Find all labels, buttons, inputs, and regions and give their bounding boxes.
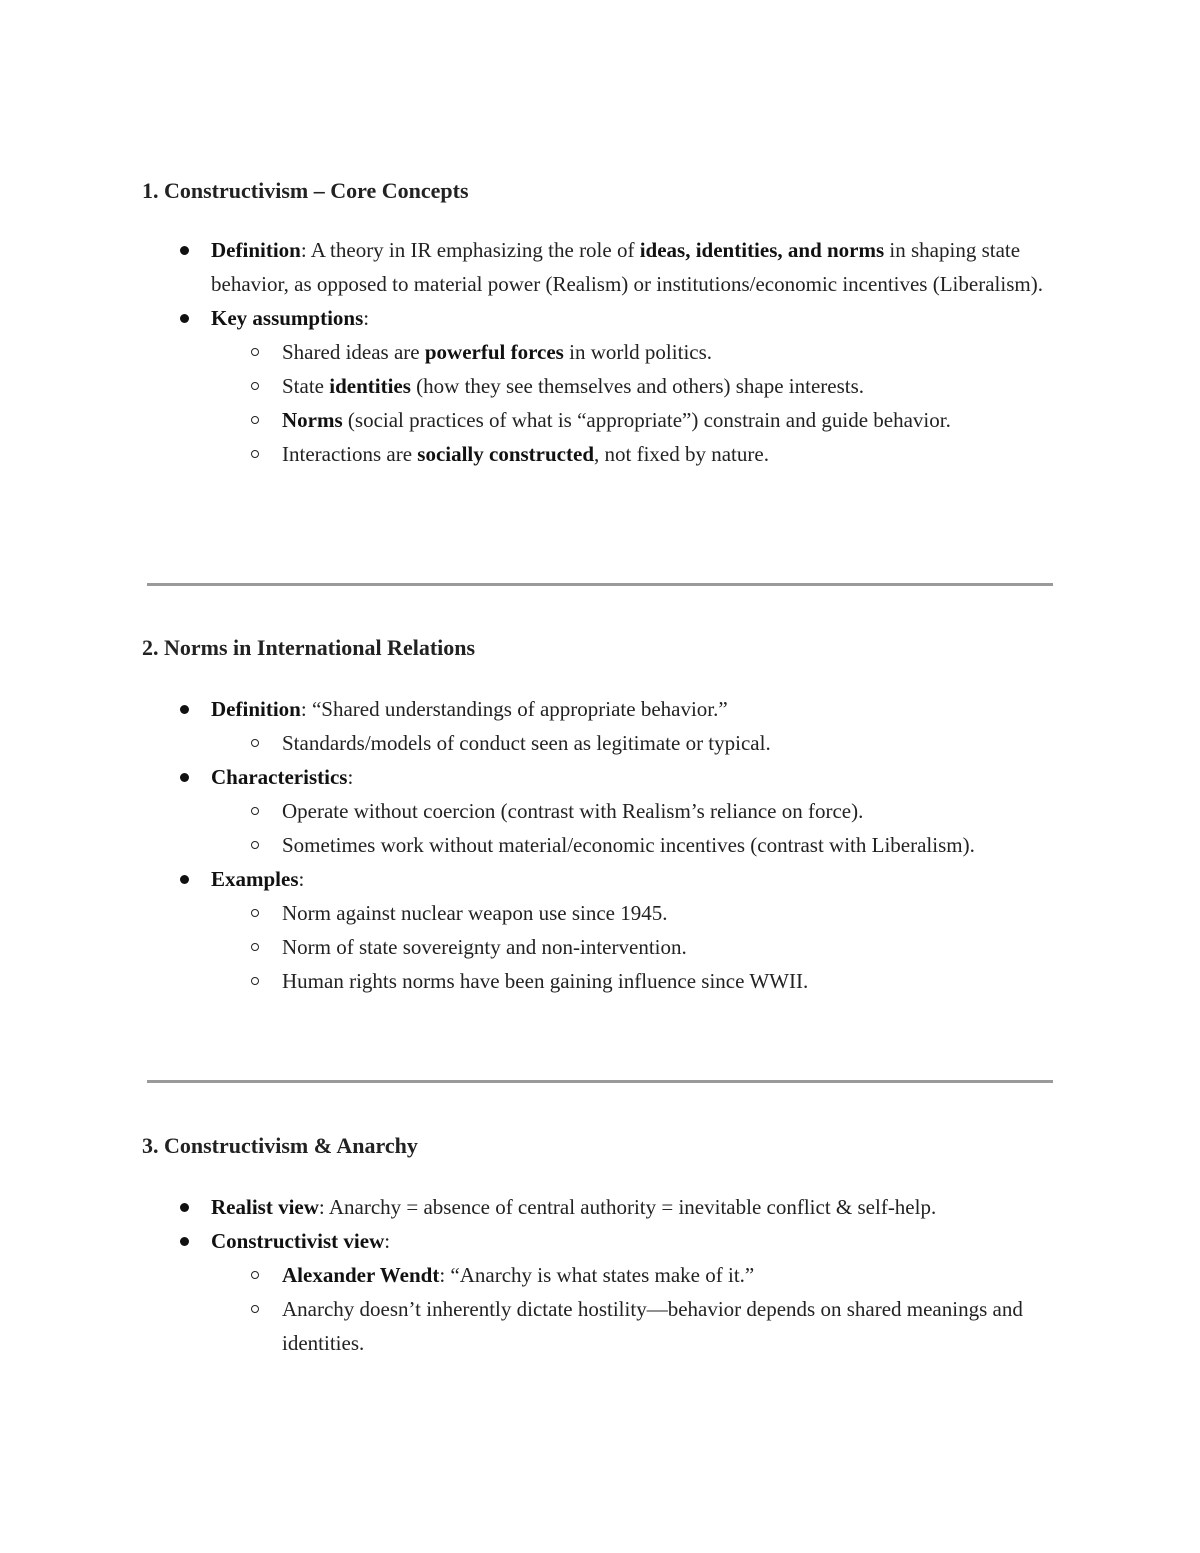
bold-text: identities (329, 374, 411, 398)
bold-text: socially constructed (417, 442, 594, 466)
item-label: Definition (211, 697, 301, 721)
text-run: Anarchy = absence of central authority = inevitable conflict & self-help. (328, 1195, 937, 1219)
hollow-bullet-icon (251, 348, 259, 356)
item-label: Constructivist view (211, 1229, 385, 1253)
sub-list-item (211, 335, 1062, 369)
text-run: , not fixed by nature. (594, 442, 769, 466)
label-separator: : (384, 1229, 391, 1253)
text-run: Anarchy doesn’t inherently dictate hostility—behavior depends on shared meanings and identities. (282, 1297, 1023, 1355)
item-text (211, 301, 1062, 335)
bullet-icon (180, 1203, 189, 1212)
hollow-bullet-icon (251, 450, 259, 458)
item-label: Examples (211, 867, 299, 891)
item-label: Realist view (211, 1195, 319, 1219)
item-text (211, 760, 1062, 794)
sub-list (211, 335, 1062, 471)
item-text (211, 233, 1062, 301)
bullet-icon (180, 246, 189, 255)
text-run: Operate without coercion (contrast with Realism’s reliance on force). (282, 799, 864, 823)
sub-list (211, 726, 1062, 760)
text-run: in shaping state behavior, as opposed to material power (Realism) or institutions/economic incentives (Liberalism). (211, 238, 1043, 296)
hollow-bullet-icon (251, 807, 259, 815)
text-run: Standards/models of conduct seen as legitimate or typical. (282, 731, 771, 755)
bullet-list (142, 692, 1062, 998)
item-label: Definition (211, 238, 301, 262)
item-text (211, 692, 1062, 726)
sub-list-item (211, 1258, 1062, 1292)
section-heading: 1. Constructivism – Core Concepts (142, 178, 469, 203)
section-heading: 3. Constructivism & Anarchy (142, 1133, 418, 1158)
sub-list-item (211, 726, 1062, 760)
sub-list-item (211, 964, 1062, 998)
list-item (142, 1190, 1062, 1224)
item-text (211, 862, 1062, 896)
sub-list-item (211, 896, 1062, 930)
label-separator: : (363, 306, 370, 330)
label-separator: : (300, 697, 312, 721)
bold-text: Norms (282, 408, 343, 432)
text-run: Sometimes work without material/economic incentives (contrast with Liberalism). (282, 833, 975, 857)
section-constructivism-core (142, 176, 1062, 471)
item-label: Characteristics (211, 765, 348, 789)
list-item (142, 862, 1062, 998)
hollow-bullet-icon (251, 841, 259, 849)
sub-list-item (211, 1292, 1062, 1360)
sub-list-item (211, 437, 1062, 471)
item-text (211, 1224, 1062, 1258)
bullet-icon (180, 1237, 189, 1246)
section-divider (147, 1080, 1053, 1083)
text-run: Human rights norms have been gaining influence since WWII. (282, 969, 809, 993)
label-separator: : (300, 238, 311, 262)
sub-list-item (211, 828, 1062, 862)
text-run: (how they see themselves and others) shape interests. (410, 374, 865, 398)
hollow-bullet-icon (251, 739, 259, 747)
section-heading: 2. Norms in International Relations (142, 635, 476, 660)
bullet-icon (180, 705, 189, 714)
text-run: (social practices of what is “appropriate”) constrain and guide behavior. (342, 408, 951, 432)
hollow-bullet-icon (251, 1271, 259, 1279)
text-run: Shared ideas are (282, 340, 425, 364)
sub-list (211, 1258, 1062, 1360)
hollow-bullet-icon (251, 977, 259, 985)
text-run: “Shared understandings of appropriate behavior.” (311, 697, 728, 721)
item-label: Key assumptions (211, 306, 364, 330)
label-separator: : (298, 867, 305, 891)
list-item (142, 692, 1062, 760)
list-item (142, 301, 1062, 471)
text-run: State (282, 374, 330, 398)
text-run: Norm against nuclear weapon use since 1945. (282, 901, 668, 925)
sub-list-item (211, 930, 1062, 964)
bold-text: powerful forces (424, 340, 564, 364)
text-run: : “Anarchy is what states make of it.” (439, 1263, 755, 1287)
section-norms-ir (142, 633, 1062, 998)
bold-text: ideas, identities, and norms (639, 238, 885, 262)
bullet-list (142, 233, 1062, 471)
hollow-bullet-icon (251, 1305, 259, 1313)
text-run: Norm of state sovereignty and non-intervention. (282, 935, 687, 959)
hollow-bullet-icon (251, 416, 259, 424)
sub-list-item (211, 403, 1062, 437)
hollow-bullet-icon (251, 382, 259, 390)
sub-list (211, 896, 1062, 998)
bullet-icon (180, 314, 189, 323)
list-item (142, 1224, 1062, 1360)
hollow-bullet-icon (251, 909, 259, 917)
list-item (142, 760, 1062, 862)
text-run: A theory in IR emphasizing the role of (310, 238, 640, 262)
section-divider (147, 583, 1053, 586)
sub-list-item (211, 794, 1062, 828)
label-separator: : (318, 1195, 329, 1219)
item-text (211, 1190, 1062, 1224)
label-separator: : (347, 765, 354, 789)
sub-list-item (211, 369, 1062, 403)
bullet-icon (180, 773, 189, 782)
bold-text: Alexander Wendt (282, 1263, 440, 1287)
text-run: Interactions are (282, 442, 418, 466)
text-run: in world politics. (563, 340, 713, 364)
hollow-bullet-icon (251, 943, 259, 951)
sub-list (211, 794, 1062, 862)
list-item (142, 233, 1062, 301)
bullet-icon (180, 875, 189, 884)
section-constructivism-anarchy (142, 1131, 1062, 1360)
bullet-list (142, 1190, 1062, 1360)
